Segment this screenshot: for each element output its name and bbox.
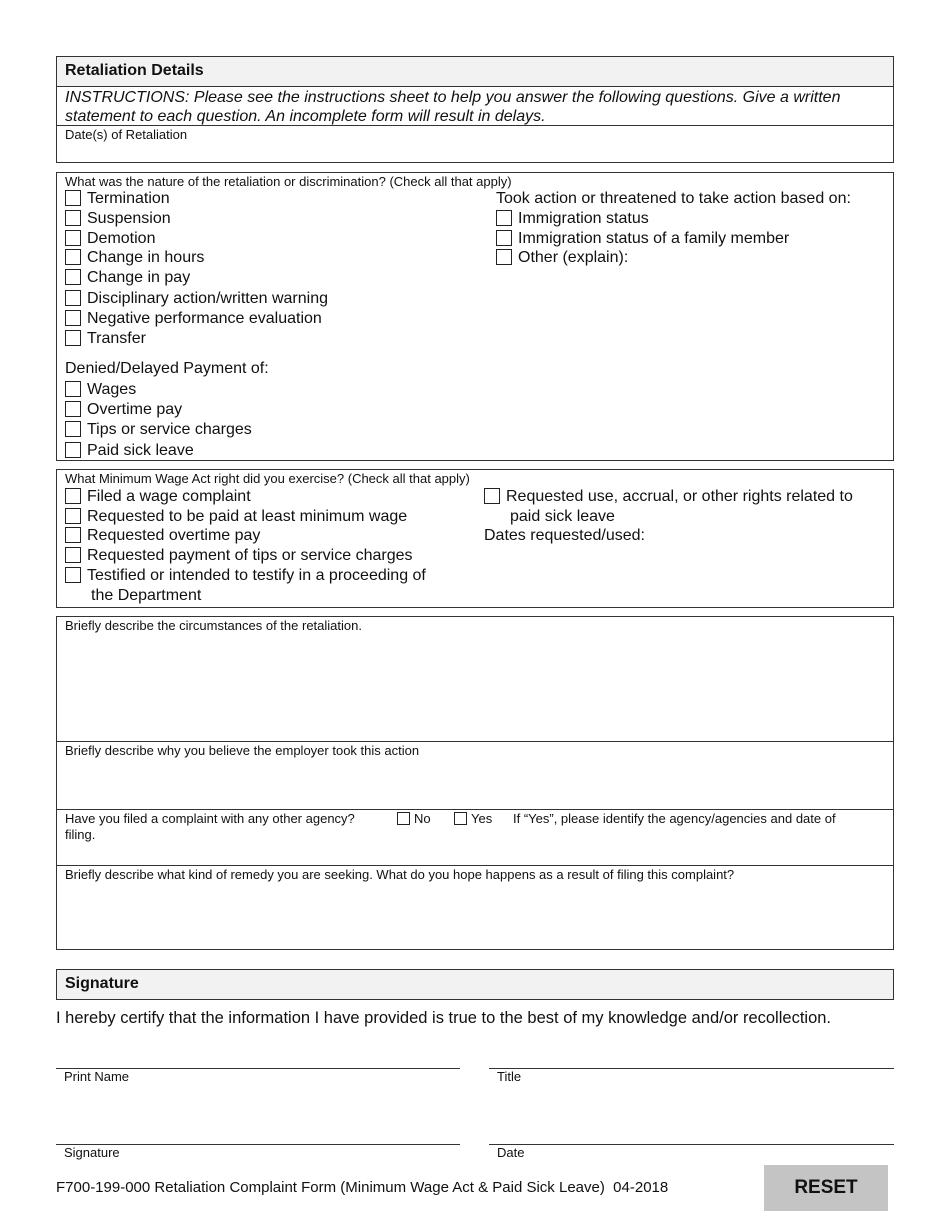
nature-option[interactable] — [65, 309, 322, 329]
checkbox[interactable] — [65, 421, 81, 437]
rights-question: What Minimum Wage Act right did you exercise? (Check all that apply) — [65, 471, 470, 486]
dates-of-retaliation-label: Date(s) of Retaliation — [65, 127, 188, 142]
checkbox[interactable] — [65, 269, 81, 285]
rights-option[interactable] — [65, 526, 260, 546]
retaliation-details-header — [56, 56, 894, 87]
nature-option-label: Change in hours — [87, 249, 205, 266]
took-action-option[interactable] — [496, 209, 649, 229]
checkbox[interactable] — [65, 210, 81, 226]
took-action-option[interactable] — [496, 248, 628, 268]
title-field[interactable] — [489, 1068, 894, 1088]
other-agency-field[interactable] — [57, 809, 893, 865]
other-agency-question: Have you filed a complaint with any other agency? — [65, 811, 355, 826]
nature-option-label: Termination — [87, 190, 170, 207]
remedy-label: Briefly describe what kind of remedy you are seeking. What do you hope happens as a result of filing this complaint? — [65, 867, 735, 882]
rights-option[interactable] — [65, 487, 251, 507]
agency-no-option[interactable] — [397, 811, 431, 826]
rights-option-label: Requested payment of tips or service charges — [87, 547, 413, 564]
nature-option[interactable] — [65, 329, 146, 349]
checkbox[interactable] — [65, 310, 81, 326]
denied-payment-label: Denied/Delayed Payment of: — [65, 360, 269, 377]
took-action-option-label: Immigration status — [518, 210, 649, 227]
checkbox[interactable] — [65, 190, 81, 206]
agency-identify-text: If “Yes”, please identify the agency/agencies and date of — [513, 811, 836, 826]
rights-option[interactable] — [65, 566, 426, 586]
denied-option-label: Paid sick leave — [87, 442, 194, 459]
took-action-option-label: Immigration status of a family member — [518, 230, 790, 247]
rights-option-label: Requested to be paid at least minimum wage — [87, 508, 408, 525]
took-action-option-label: Other (explain): — [518, 249, 629, 266]
sick-leave-option-continued: paid sick leave — [510, 508, 615, 525]
denied-option[interactable] — [65, 420, 252, 440]
nature-question: What was the nature of the retaliation or discrimination? (Check all that apply) — [65, 174, 512, 189]
sick-leave-option-label: Requested use, accrual, or other rights related to — [506, 488, 853, 505]
denied-option-label: Overtime pay — [87, 401, 183, 418]
reset-button[interactable]: RESET — [764, 1165, 888, 1211]
checkbox[interactable] — [65, 527, 81, 543]
why-label: Briefly describe why you believe the employer took this action — [65, 743, 420, 758]
instructions-box — [56, 86, 894, 126]
nature-option[interactable] — [65, 209, 171, 229]
sick-leave-option[interactable] — [484, 487, 853, 507]
agency-identify-text-continued: filing. — [65, 827, 96, 842]
dates-of-retaliation-field[interactable] — [56, 125, 894, 163]
signature-title: Signature — [65, 975, 139, 992]
checkbox[interactable] — [496, 210, 512, 226]
circumstances-label: Briefly describe the circumstances of the retaliation. — [65, 618, 362, 633]
checkbox[interactable] — [65, 381, 81, 397]
checkbox[interactable] — [65, 442, 81, 458]
rights-option-label: Filed a wage complaint — [87, 488, 251, 505]
agency-no-label: No — [414, 811, 431, 826]
rights-option[interactable] — [65, 507, 407, 527]
denied-option[interactable] — [65, 400, 182, 420]
denied-option[interactable] — [65, 380, 136, 400]
checkbox[interactable] — [65, 488, 81, 504]
nature-option-label: Demotion — [87, 230, 156, 247]
rights-option-label: Requested overtime pay — [87, 527, 261, 544]
signature-field[interactable] — [56, 1144, 460, 1164]
agency-yes-option[interactable] — [454, 811, 492, 826]
form-id: F700-199-000 Retaliation Complaint Form (Minimum Wage Act & Paid Sick Leave) 04-2018 — [56, 1179, 669, 1196]
signature-label: Signature — [64, 1145, 120, 1160]
agency-yes-label: Yes — [471, 811, 493, 826]
denied-option-label: Wages — [87, 381, 137, 398]
checkbox[interactable] — [65, 249, 81, 265]
checkbox[interactable] — [65, 547, 81, 563]
checkbox[interactable] — [65, 401, 81, 417]
circumstances-field[interactable] — [57, 617, 893, 741]
rights-option-label: Testified or intended to testify in a proceeding of — [87, 567, 426, 584]
remedy-field[interactable] — [57, 865, 893, 949]
nature-option-label: Transfer — [87, 330, 146, 347]
checkbox[interactable] — [496, 249, 512, 265]
instructions-text: INSTRUCTIONS: Please see the instructions sheet to help you answer the following questions. Give a written statement to each question. An incomplete form will result in delays. — [65, 89, 841, 125]
nature-option[interactable] — [65, 248, 204, 268]
title-label: Title — [497, 1069, 522, 1084]
signature-header — [56, 969, 894, 1000]
rights-option[interactable] — [65, 546, 413, 566]
nature-option[interactable] — [65, 268, 190, 288]
certify-statement: I hereby certify that the information I have provided is true to the best of my knowledge and/or recollection. — [56, 1009, 832, 1027]
nature-option[interactable] — [65, 289, 328, 309]
took-action-title: Took action or threatened to take action based on: — [496, 190, 851, 207]
dates-requested-label: Dates requested/used: — [484, 527, 645, 544]
checkbox[interactable] — [65, 330, 81, 346]
checkbox[interactable] — [496, 230, 512, 246]
nature-option-label: Suspension — [87, 210, 171, 227]
took-action-option[interactable] — [496, 229, 789, 249]
checkbox[interactable] — [65, 290, 81, 306]
checkbox[interactable] — [484, 488, 500, 504]
nature-option-label: Disciplinary action/written warning — [87, 290, 328, 307]
checkbox[interactable] — [65, 508, 81, 524]
print-name-label: Print Name — [64, 1069, 130, 1084]
denied-option-label: Tips or service charges — [87, 421, 252, 438]
nature-option-label: Change in pay — [87, 269, 191, 286]
date-label: Date — [497, 1145, 525, 1160]
nature-section — [56, 172, 894, 461]
checkbox[interactable] — [397, 812, 410, 825]
rights-section — [56, 469, 894, 608]
date-field[interactable] — [489, 1144, 894, 1164]
rights-option-continued: the Department — [91, 587, 202, 604]
denied-option[interactable] — [65, 441, 194, 461]
checkbox[interactable] — [65, 230, 81, 246]
retaliation-details-title: Retaliation Details — [65, 62, 204, 79]
nature-option[interactable] — [65, 189, 170, 209]
why-field[interactable] — [57, 741, 893, 809]
print-name-field[interactable] — [56, 1068, 460, 1088]
describe-section — [56, 616, 894, 950]
nature-option[interactable] — [65, 229, 155, 249]
checkbox[interactable] — [454, 812, 467, 825]
checkbox[interactable] — [65, 567, 81, 583]
nature-option-label: Negative performance evaluation — [87, 310, 322, 327]
